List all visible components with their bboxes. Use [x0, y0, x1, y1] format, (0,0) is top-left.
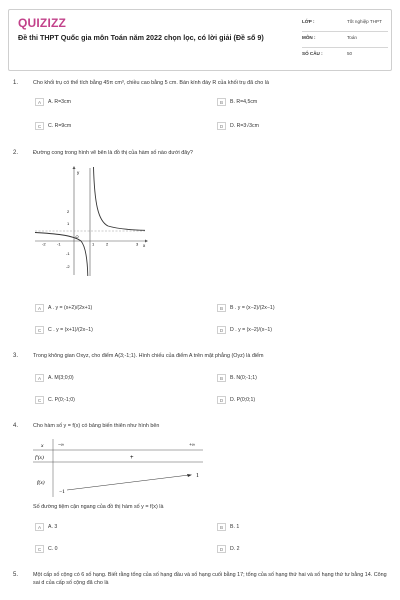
question-number: 5.	[13, 572, 19, 578]
option-text: C. P(0;-1;0)	[48, 396, 75, 403]
x-tick-label: 3	[136, 241, 139, 247]
meta-key: SỐ CÂU :	[302, 51, 323, 56]
option-letter-box: D	[217, 326, 226, 334]
option-text: D. R=3√3cm	[230, 122, 259, 129]
meta-value: Tốt nghiệp THPT	[347, 19, 382, 24]
table-f-right: 1	[196, 473, 199, 479]
origin-label: O	[75, 234, 79, 239]
table-derivative-sign: +	[130, 455, 134, 461]
quizizz-logo: QUIZIZZ	[18, 16, 67, 30]
option-letter-box: C	[35, 545, 44, 553]
question-number: 4.	[13, 423, 19, 429]
question-text: Trong không gian Oxyz, cho điểm A(3;-1;1). Hình chiếu của điểm A trên mặt phẳng (Oyz) là điểm	[33, 353, 264, 359]
x-tick-label: 2	[106, 241, 109, 247]
exam-title: Đề thi THPT Quốc gia môn Toán năm 2022 chọn lọc, có lời giải (Đề số 9)	[18, 33, 264, 42]
meta-row-subject	[302, 32, 388, 48]
option-letter-box: A	[35, 98, 44, 106]
exam-meta	[302, 16, 388, 63]
question-number: 3.	[13, 353, 19, 359]
option-text: B. 1	[230, 523, 240, 530]
option-letter-box: D	[217, 396, 226, 404]
option-text: C. R=9cm	[48, 122, 72, 129]
function-graph	[33, 163, 153, 278]
option-letter-box: B	[217, 304, 226, 312]
x-axis-label: x	[143, 243, 146, 248]
option-text: A. M(3;0;0)	[48, 374, 74, 381]
y-tick-label: 2	[67, 209, 70, 214]
option-letter-box: B	[217, 523, 226, 531]
option-text: B . y = (x−2)/(2x−1)	[230, 304, 275, 311]
meta-value: 50	[347, 51, 353, 56]
option-letter-box: B	[217, 98, 226, 106]
option-text: D. P(0;0;1)	[230, 396, 256, 403]
option-text: D . y = (x−2)/(x−1)	[230, 326, 272, 333]
option-letter-box: A	[35, 304, 44, 312]
meta-row-class	[302, 16, 388, 32]
option-text: C. 0	[48, 545, 58, 552]
option-text: D. 2	[230, 545, 240, 552]
meta-row-count	[302, 48, 388, 63]
option-letter-box: D	[217, 122, 226, 130]
table-x-left: −∞	[58, 442, 64, 447]
variation-table	[33, 437, 203, 497]
y-axis-arrow	[73, 166, 76, 169]
meta-value: Toán	[347, 35, 357, 40]
y-tick-label: -2	[66, 264, 70, 269]
table-x-right: +∞	[189, 442, 195, 447]
option-text: A . y = (x+2)/(2x+1)	[48, 304, 93, 311]
option-letter-box: C	[35, 122, 44, 130]
option-text: B. R=4,5cm	[230, 98, 258, 105]
table-f-left: −1	[59, 489, 65, 495]
question-followup-text: Số đường tiệm cận ngang của đồ thị hàm số y = f(x) là	[33, 504, 164, 510]
option-letter-box: A	[35, 523, 44, 531]
table-x-label: x	[41, 443, 44, 449]
question-text: Một cấp số cộng có 6 số hạng. Biết rằng tổng của số hạng đầu và số hạng cuối bằng 17; tổng của số hạng thứ hai và số hạng thứ tư bằng 14. Công sai d của cấp số cộng đã cho là	[33, 572, 387, 586]
exam-header	[8, 9, 392, 71]
option-letter-box: A	[35, 374, 44, 382]
curve-left-branch	[35, 233, 88, 277]
y-axis-label: y	[77, 170, 80, 175]
x-tick-label: -1	[57, 241, 61, 247]
meta-key: MÔN :	[302, 35, 316, 40]
question-number: 1.	[13, 80, 19, 86]
question-text: Đường cong trong hình vẽ bên là đồ thị của hàm số nào dưới đây?	[33, 150, 193, 156]
y-tick-label: -1	[66, 251, 70, 256]
option-text: C . y = (x+1)/(2x−1)	[48, 326, 93, 333]
question-text: Cho khối trụ có thể tích bằng 45π cm³, chiều cao bằng 5 cm. Bán kính đáy R của khối trụ đã cho là	[33, 80, 269, 86]
option-letter-box: D	[217, 545, 226, 553]
meta-key: LỚP :	[302, 19, 315, 24]
table-increase-arrow	[67, 475, 189, 490]
curve-right-branch	[94, 167, 146, 230]
table-derivative-label: f'(x)	[35, 455, 44, 461]
question-text: Cho hàm số y = f(x) có bảng biến thiên như hình bên	[33, 423, 160, 429]
table-function-label: f(x)	[37, 480, 45, 486]
option-text: B. N(0;-1;1)	[230, 374, 257, 381]
option-text: A. 3	[48, 523, 58, 530]
x-axis-arrow	[145, 240, 148, 243]
x-tick-label: -2	[42, 241, 46, 247]
x-tick-label: 1	[92, 241, 95, 247]
question-number: 2.	[13, 150, 19, 156]
option-letter-box: C	[35, 326, 44, 334]
y-tick-label: 1	[67, 221, 70, 226]
option-text: A. R=3cm	[48, 98, 71, 105]
table-arrow-head	[187, 474, 192, 477]
option-letter-box: C	[35, 396, 44, 404]
option-letter-box: B	[217, 374, 226, 382]
